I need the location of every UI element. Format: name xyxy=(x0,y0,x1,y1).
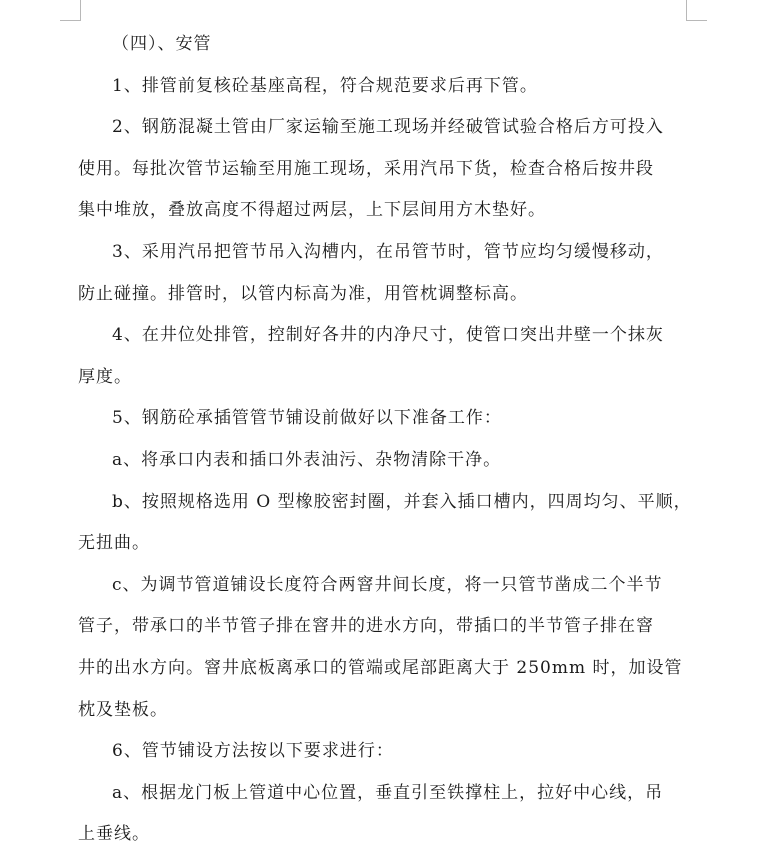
paragraph-5b xyxy=(78,482,690,565)
page-corner-mark-top-right xyxy=(686,0,707,21)
paragraph-line: 上垂线。 xyxy=(78,824,150,845)
paragraph-line: 2、钢筋混凝土管由厂家运输至施工现场并经破管试验合格后方可投入 xyxy=(112,117,664,138)
paragraph-line: 厚度。 xyxy=(78,366,132,387)
paragraph-line: 1、排管前复核砼基座高程，符合规范要求后再下管。 xyxy=(112,75,538,96)
section-heading xyxy=(78,24,690,66)
paragraph-line: 5、钢筋砼承插管管节铺设前做好以下准备工作： xyxy=(112,408,502,429)
paragraph-2 xyxy=(78,107,690,232)
document-page xyxy=(78,24,690,856)
paragraph-line: 枕及垫板。 xyxy=(78,699,168,720)
paragraph-line: a、根据龙门板上管道中心位置，垂直引至铁撑柱上，拉好中心线，吊 xyxy=(112,782,664,803)
paragraph-line: b、按照规格选用 O 型橡胶密封圈，并套入插口槽内，四周均匀、平顺， xyxy=(112,491,692,512)
paragraph-4 xyxy=(78,315,690,398)
paragraph-5c xyxy=(78,565,690,731)
paragraph-line: 6、管节铺设方法按以下要求进行： xyxy=(112,741,394,762)
paragraph-5a xyxy=(78,440,690,482)
paragraph-5 xyxy=(78,398,690,440)
paragraph-line: 集中堆放，叠放高度不得超过两层，上下层间用方木垫好。 xyxy=(78,200,546,221)
heading-text: （四）、安管 xyxy=(112,34,212,54)
page-corner-mark-top-left xyxy=(60,0,81,21)
paragraph-line: c、为调节管道铺设长度符合两窨井间长度，将一只管节凿成二个半节 xyxy=(112,574,663,595)
paragraph-line: 无扭曲。 xyxy=(78,533,150,554)
paragraph-line: 管子，带承口的半节管子排在窨井的进水方向，带插口的半节管子排在窨 xyxy=(78,616,654,637)
paragraph-line: 防止碰撞。排管时，以管内标高为准，用管枕调整标高。 xyxy=(78,283,528,304)
paragraph-line: 4、在井位处排管，控制好各井的内净尺寸，使管口突出井壁一个抹灰 xyxy=(112,325,664,346)
paragraph-line: 使用。每批次管节运输至用施工现场，采用汽吊下货，检查合格后按井段 xyxy=(78,158,654,179)
paragraph-3 xyxy=(78,232,690,315)
paragraph-1 xyxy=(78,66,690,108)
paragraph-line: 井的出水方向。窨井底板离承口的管端或尾部距离大于 250mm 时，加设管 xyxy=(78,657,683,678)
paragraph-6 xyxy=(78,731,690,773)
paragraph-line: a、将承口内表和插口外表油污、杂物清除干净。 xyxy=(112,449,502,470)
paragraph-6a xyxy=(78,773,690,856)
paragraph-line: 3、采用汽吊把管节吊入沟槽内，在吊管节时，管节应均匀缓慢移动， xyxy=(112,241,664,262)
